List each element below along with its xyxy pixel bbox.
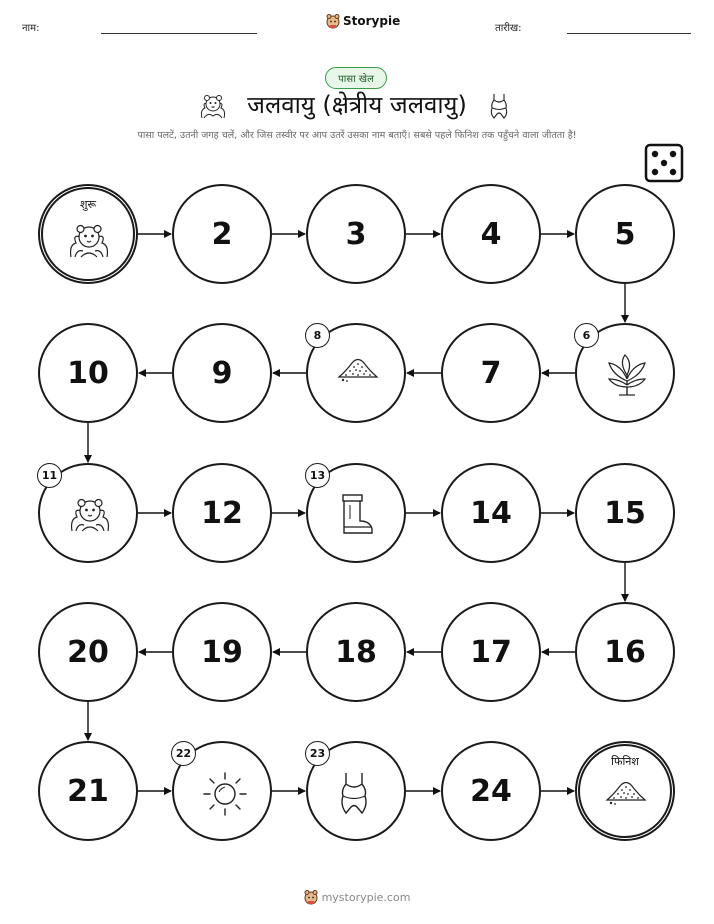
tropical-plant-icon [605,353,649,401]
tile-number: 12 [201,495,243,531]
tile-number-badge: 6 [574,323,599,348]
tile-number: 3 [345,216,367,252]
board-tile-12 [172,463,272,563]
tile-number-badge: 13 [305,463,330,488]
finish-tile [575,741,675,841]
lion-cub-icon [68,493,112,537]
tile-number: 21 [67,773,109,809]
board-tile-8 [306,323,406,423]
board-tile-19 [172,602,272,702]
board-tile-2 [172,184,272,284]
board-tile-11 [38,463,138,563]
tile-number: 14 [470,495,512,531]
tile-number: 5 [614,216,636,252]
tile-number: 17 [470,634,512,670]
board-tile-6 [575,323,675,423]
board-tile-14 [441,463,541,563]
tile-number-badge: 11 [37,463,62,488]
sun-icon [202,771,248,821]
sand-pile-icon [336,353,380,387]
board-tile-5 [575,184,675,284]
board-tile-4 [441,184,541,284]
board-tile-20 [38,602,138,702]
tile-number: 19 [201,634,243,670]
lion-cub-icon [67,219,111,263]
start-tile [38,184,138,284]
footer-site: mystorypie.com [321,890,411,904]
swimsuit-icon [336,771,372,819]
tile-number: 18 [335,634,377,670]
tile-number: 20 [67,634,109,670]
finish-label: फिनिश [611,755,639,768]
board-tile-22 [172,741,272,841]
tile-number: 9 [211,355,233,391]
board-tile-17 [441,602,541,702]
board-tile-15 [575,463,675,563]
tile-number: 24 [470,773,512,809]
rain-boot-icon [336,493,376,541]
logo-text: Storypie [343,14,401,28]
board-tile-16 [575,602,675,702]
board-tile-9 [172,323,272,423]
tile-number: 2 [211,216,233,252]
board-tile-10 [38,323,138,423]
game-type-badge: पासा खेल [325,67,387,89]
board-tile-24 [441,741,541,841]
sand-pile-icon [604,776,648,810]
board-tile-3 [306,184,406,284]
board-tile-23 [306,741,406,841]
tile-number: 15 [604,495,646,531]
tile-number: 7 [480,355,502,391]
footer [0,889,714,905]
mascot-icon [304,889,318,905]
tile-number-badge: 22 [171,741,196,766]
tile-number-badge: 8 [305,323,330,348]
board-tile-18 [306,602,406,702]
board-tile-13 [306,463,406,563]
board-tile-7 [441,323,541,423]
tile-number: 10 [67,355,109,391]
start-label: शुरू [79,198,97,211]
page-title: जलवायु (क्षेत्रीय जलवायु) [247,91,467,119]
name-label: नाम: [22,23,40,34]
tile-number: 16 [604,634,646,670]
date-label: तारीख: [495,23,522,34]
board-tile-21 [38,741,138,841]
tile-number-badge: 23 [305,741,330,766]
tile-number: 4 [480,216,502,252]
game-instructions: पासा पलटें, उतनी जगह चलें, और जिस तस्वीर पर आप उतरें उसका नाम बताएँ। सबसे पहले फिनिश तक पहुँचने वाला जीतता है! [137,130,577,141]
